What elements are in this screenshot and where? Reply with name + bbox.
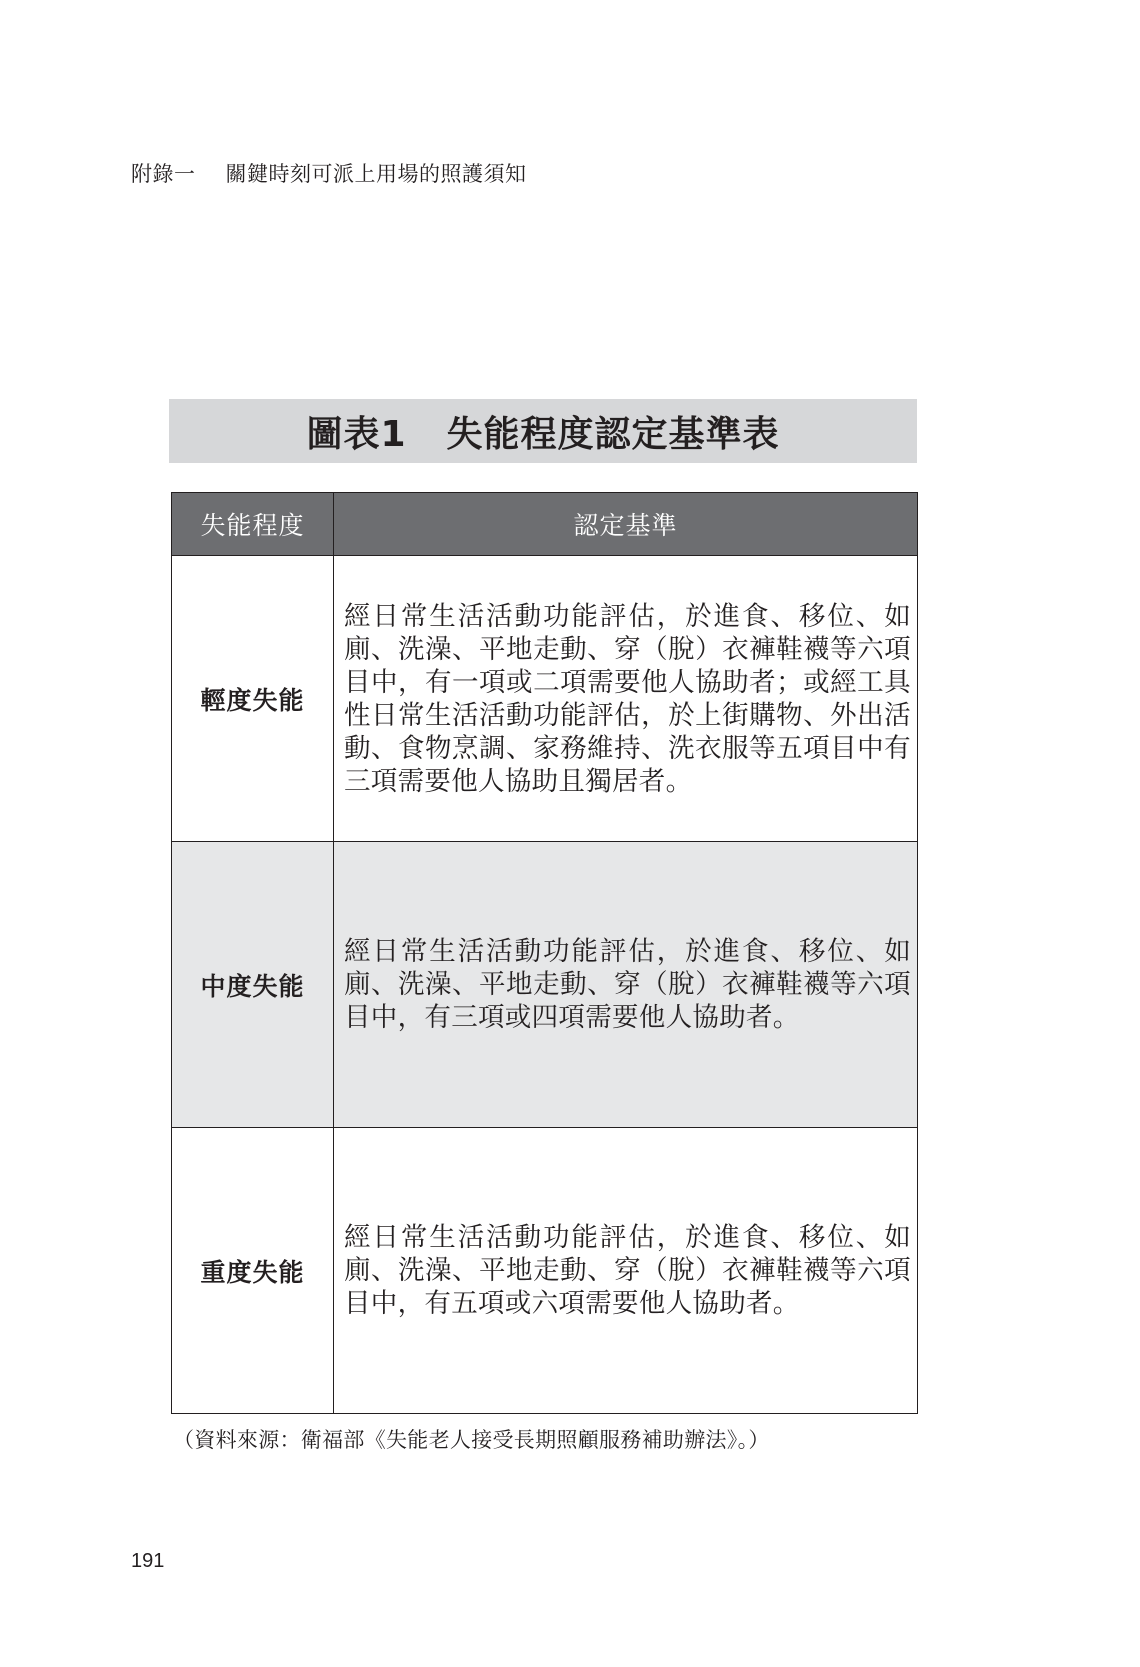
- criteria-cell-moderate: 經日常生活活動功能評估，於進食、移位、如廁、洗澡、平地走動、穿（脫）衣褲鞋襪等六項目中，有三項或四項需要他人協助者。: [334, 842, 918, 1128]
- figure-label: 圖表1: [306, 413, 407, 455]
- source-note: （資料來源：衛福部《失能老人接受長期照顧服務補助辦法》。）: [173, 1428, 770, 1452]
- disability-criteria-table: [171, 492, 918, 1414]
- criteria-cell-severe: 經日常生活活動功能評估，於進食、移位、如廁、洗澡、平地走動、穿（脫）衣褲鞋襪等六項目中，有五項或六項需要他人協助者。: [334, 1128, 918, 1414]
- table-row: [172, 842, 918, 1128]
- header-criteria: 認定基準: [334, 493, 918, 556]
- level-cell-mild: 輕度失能: [172, 556, 334, 842]
- figure-title-banner: [169, 399, 917, 463]
- appendix-label: 附錄一: [131, 162, 196, 186]
- running-head: [131, 158, 527, 188]
- level-cell-moderate: 中度失能: [172, 842, 334, 1128]
- criteria-cell-mild: 經日常生活活動功能評估，於進食、移位、如廁、洗澡、平地走動、穿（脫）衣褲鞋襪等六項目中，有一項或二項需要他人協助者；或經工具性日常生活活動功能評估，於上街購物、外出活動、食物烹調、家務維持、洗衣服等五項目中有三項需要他人協助且獨居者。: [334, 556, 918, 842]
- chapter-title: 關鍵時刻可派上用場的照護須知: [225, 162, 527, 186]
- table-row: [172, 1128, 918, 1414]
- figure-title: [306, 406, 779, 457]
- header-disability-level: 失能程度: [172, 493, 334, 556]
- page-number: 191: [131, 1550, 165, 1572]
- level-cell-severe: 重度失能: [172, 1128, 334, 1414]
- table-row: [172, 556, 918, 842]
- figure-title-text: 失能程度認定基準表: [446, 413, 780, 455]
- table-header-row: [172, 493, 918, 556]
